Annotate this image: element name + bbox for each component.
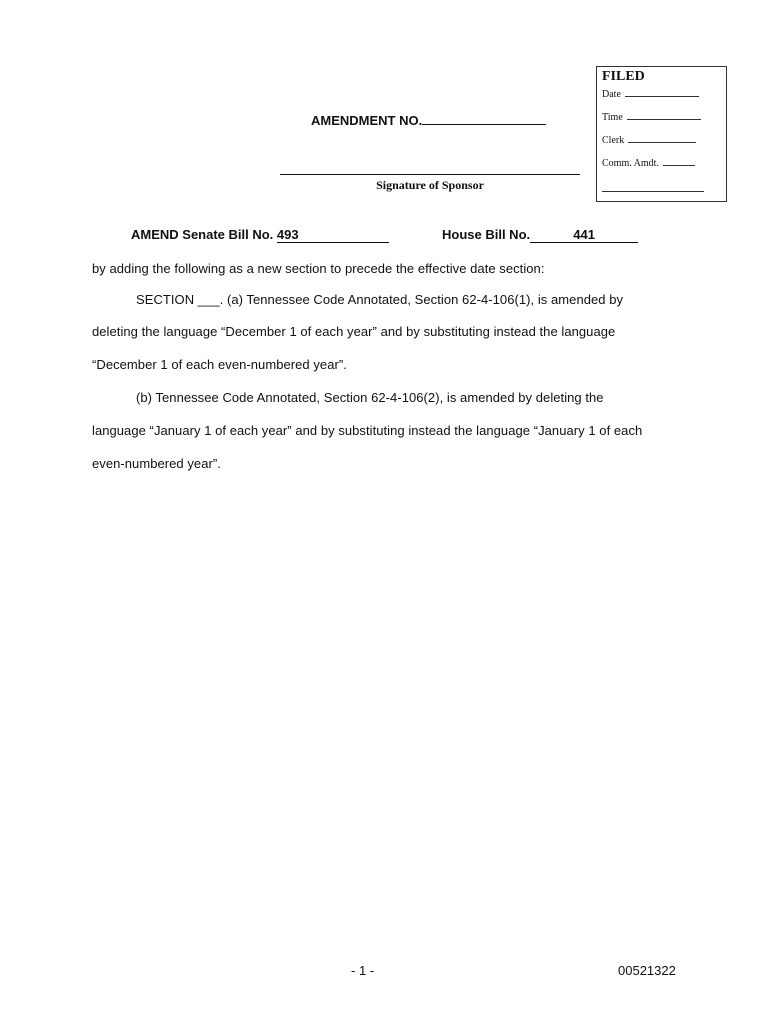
filed-stamp-box bbox=[596, 66, 727, 202]
filed-date-row bbox=[602, 89, 699, 100]
document-id: 00521322 bbox=[618, 963, 676, 978]
filed-clerk-blank bbox=[628, 141, 696, 143]
filed-date-blank bbox=[625, 95, 699, 97]
filed-clerk-row bbox=[602, 135, 696, 146]
body-line-5: language “January 1 of each year” and by substituting instead the language “January 1 of each bbox=[92, 423, 643, 438]
amendment-number-blank bbox=[422, 112, 546, 125]
senate-bill-number: 493 bbox=[276, 227, 299, 242]
amendment-label: AMENDMENT NO. bbox=[311, 113, 423, 128]
body-line-2: deleting the language “December 1 of each year” and by substituting instead the language bbox=[92, 324, 616, 339]
house-bill-number-field bbox=[530, 227, 638, 243]
filed-comm-label: Comm. Amdt. bbox=[602, 158, 659, 169]
body-line-6: even-numbered year”. bbox=[92, 456, 221, 471]
signature-line bbox=[280, 174, 580, 175]
amendment-number-line bbox=[311, 112, 546, 128]
filed-extra-blank bbox=[602, 191, 704, 192]
filed-clerk-label: Clerk bbox=[602, 135, 625, 146]
body-line-4: (b) Tennessee Code Annotated, Section 62-4-106(2), is amended by deleting the bbox=[136, 390, 604, 405]
senate-bill-number-field bbox=[277, 227, 389, 243]
senate-bill-label: AMEND Senate Bill No. bbox=[131, 227, 274, 242]
filed-title: FILED bbox=[602, 69, 645, 84]
filed-time-label: Time bbox=[602, 112, 623, 123]
filed-time-blank bbox=[627, 118, 701, 120]
senate-bill-line bbox=[131, 227, 389, 243]
filed-comm-blank bbox=[663, 164, 695, 166]
body-line-3: “December 1 of each even-numbered year”. bbox=[92, 357, 347, 372]
filed-date-label: Date bbox=[602, 89, 621, 100]
page-number: - 1 - bbox=[351, 963, 375, 978]
filed-comm-row bbox=[602, 158, 695, 169]
body-line-1: SECTION ___. (a) Tennessee Code Annotated, Section 62-4-106(1), is amended by bbox=[136, 292, 624, 307]
signature-label: Signature of Sponsor bbox=[376, 178, 484, 192]
filed-time-row bbox=[602, 112, 701, 123]
house-bill-number: 441 bbox=[573, 227, 595, 242]
body-intro: by adding the following as a new section to precede the effective date section: bbox=[92, 261, 545, 276]
house-bill-line bbox=[442, 227, 638, 243]
house-bill-label: House Bill No. bbox=[442, 227, 531, 242]
